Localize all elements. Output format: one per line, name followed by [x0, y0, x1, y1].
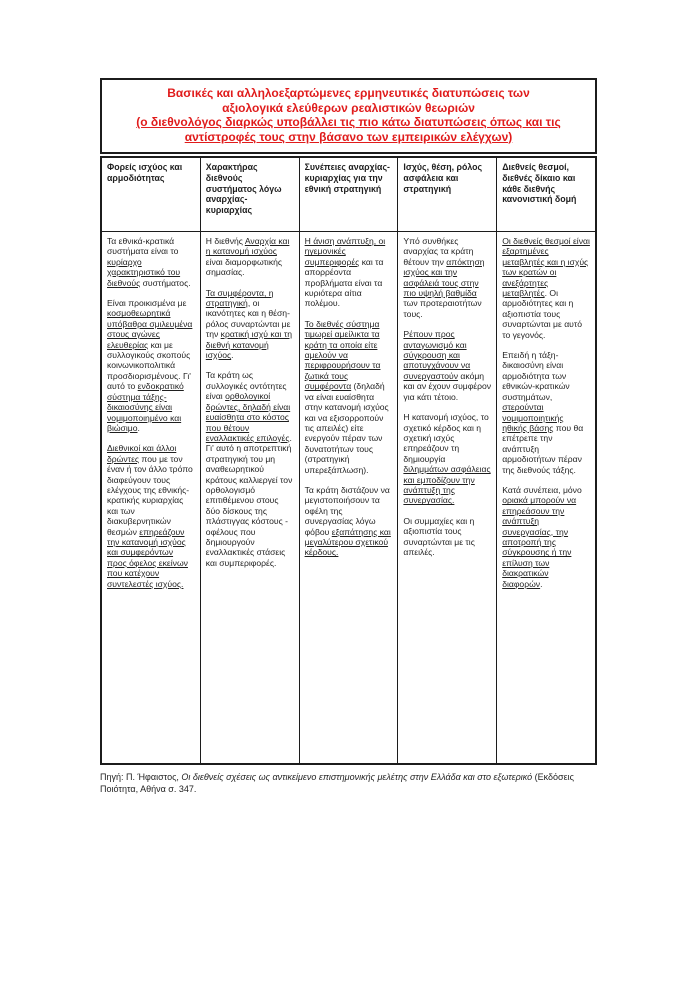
- plain-text: ακόμη και αν έχουν συμφέρον για κάτι τέτοιο.: [403, 370, 492, 402]
- plain-text: και με συλλογικούς σκοπούς κοινωνικοπολιτικά προσδιορισμένους. Γι' αυτό το: [107, 339, 191, 392]
- table-body-cell: [102, 232, 200, 763]
- subtitle-line-2: αντίστροφές τους στην βάσανο των εμπειρικών ελέγχων): [184, 129, 513, 144]
- paragraph: [502, 236, 590, 340]
- plain-text: Οι συμμαχίες και η αξιοπιστία τους συναρτώνται με τις απειλές.: [403, 515, 475, 557]
- underlined-text: Διεθνικοί και άλλοι δρώντες: [107, 443, 177, 464]
- table-body-cell: [299, 232, 398, 763]
- paragraph: [403, 516, 491, 558]
- paragraph: [206, 288, 294, 361]
- table-header-cell: Ισχύς, θέση, ρόλος ασφάλεια και στρατηγική: [397, 158, 496, 232]
- paragraph: [502, 485, 590, 589]
- plain-text: .: [540, 578, 543, 589]
- plain-text: είναι διαμορφωτικής σημασίας.: [205, 256, 283, 278]
- underlined-text: οριακά μπορούν να επηρεάσουν την ανάπτυξη συνεργασίας, την αποτροπή της σύγκρουσης ή την επίλυση των διακρατικών διαφορών: [502, 495, 577, 589]
- title-line-1: Βασικές και αλληλοεξαρτώμενες ερμηνευτικές διατυπώσεις των: [167, 86, 530, 100]
- paragraph: [403, 236, 491, 319]
- paragraph: [502, 350, 590, 475]
- paragraph: [107, 236, 195, 288]
- source-work-title: Οι διεθνείς σχέσεις ως αντικείμενο επιστημονικής μελέτης στην Ελλάδα και στο εξωτερικό: [181, 772, 533, 782]
- underlined-text: επηρεάζουν την κατανομή ισχύος και συμφερόντων προς όφελος εκείνων που κατέχουν συντελεστές ισχύος.: [107, 526, 188, 589]
- underlined-text: στερούνται νομιμοποιητικής ηθικής βάσης: [502, 402, 564, 433]
- plain-text: Τα κράτη διστάζουν να μεγιστοποιήσουν τα οφέλη της συνεργασίας λόγω φόβου: [304, 484, 390, 537]
- underlined-text: Αναρχία και η κατανομή ισχύος: [205, 236, 290, 257]
- plain-text: , οι ικανότητες και η θέση-ρόλος συναρτώνται με την: [205, 298, 291, 340]
- plain-text: Τα εθνικά-κρατικά συστήματα είναι το: [107, 236, 179, 257]
- plain-text: (δηλαδή να είναι ευαίσθητα στην κατανομή ισχύος και να εξισορροπούν τις απειλές) είτε ενεργούν πέραν των δυνατοτήτων τους (στρατηγική υπερεξάπλωση).: [304, 381, 389, 475]
- paragraph: [206, 236, 294, 278]
- underlined-text: κυρίαρχο χαρακτηριστικό του διεθνούς: [107, 256, 181, 288]
- paragraph: [403, 412, 491, 506]
- table-body-cell: [397, 232, 496, 763]
- underlined-text: διλημμάτων ασφάλειας και εμποδίζουν την ανάπτυξη της συνεργασίας.: [403, 464, 491, 506]
- source-citation: [100, 772, 580, 795]
- table-body-cell: [200, 232, 299, 763]
- paragraph: [206, 370, 294, 568]
- subtitle-line-1: (ο διεθνολόγος διαρκώς υποβάλλει τις πιο κάτω διατυπώσεις όπως και τις: [136, 115, 561, 129]
- underlined-text: ορθολογικοί δρώντες, δηλαδή είναι ευαίσθητα στο κόστος που θέτουν εναλλακτικές επιλογές: [205, 391, 291, 443]
- underlined-text: Οι διεθνείς θεσμοί είναι εξαρτημένες μεταβλητές και η ισχύς των κρατών οι ανεξάρτητες μεταβλητές: [502, 236, 590, 299]
- underlined-text: Τα συμφέροντα, η στρατηγική: [205, 287, 274, 309]
- paragraph: [403, 329, 491, 402]
- source-prefix: Πηγή: Π. Ήφαιστος,: [100, 772, 182, 782]
- plain-text: Υπό συνθήκες αναρχίας τα κράτη θέτουν την: [403, 236, 474, 267]
- source-suffix: (Εκδόσεις Ποιότητα, Αθήνα σ. 347.: [100, 772, 574, 794]
- plain-text: που με τον έναν ή τον άλλο τρόπο διαφεύγουν τους ελέγχους της εθνικής-κρατικής κυριαρχίας και των διακυβερνητικών θεσμών: [107, 453, 193, 537]
- table-body-row: [102, 232, 595, 763]
- paragraph: [107, 298, 195, 433]
- table-header-row: [102, 158, 595, 232]
- comparison-table: [100, 156, 597, 765]
- paragraph: [305, 485, 393, 558]
- plain-text: .: [231, 350, 234, 361]
- underlined-text: ενδοκρατικό σύστημα τάξης-δικαιοσύνης είναι νομιμοποιημένο και βιώσιμο: [107, 381, 184, 433]
- underlined-text: κοσμοθεωρητικά υπόβαθρα σμιλευμένα στους αγώνες ελευθερίας: [107, 308, 193, 350]
- plain-text: . Οι αρμοδιότητες και η αξιοπιστία τους συναρτώνται με αυτό το γεγονός.: [502, 288, 583, 340]
- underlined-text: Ρέπουν προς ανταγωνισμό και σύγκρουση και αποτυγχάνουν να συνεργαστούν: [403, 329, 471, 381]
- plain-text: των προτεραιοτήτων τους.: [403, 298, 482, 319]
- table-header-cell: Χαρακτήρας διεθνούς συστήματος λόγω αναρχίας-κυριαρχίας: [200, 158, 299, 232]
- underlined-text: απόκτηση ισχύος και την ασφάλειά τους στην πιο υψηλή βαθμίδα: [403, 256, 485, 299]
- paragraph: [305, 236, 393, 309]
- paragraph: [107, 443, 195, 589]
- paragraph: [305, 319, 393, 475]
- table-body-cell: [496, 232, 595, 763]
- plain-text: Κατά συνέπεια, μόνο: [502, 484, 582, 495]
- plain-text: Η διεθνής: [205, 236, 245, 246]
- plain-text: Η κατανομή ισχύος, το σχετικό κέρδος και η σχετική ισχύς επηρεάζουν τη δημιουργία: [403, 412, 489, 464]
- title-line-2: αξιολογικά ελεύθερων ρεαλιστικών θεωριών: [222, 100, 475, 115]
- plain-text: που θα επέτρεπε την ανάπτυξη αρμοδιοτήτων πέραν της διεθνούς τάξης.: [502, 422, 584, 475]
- plain-text: και τα απορρέοντα προβλήματα είναι τα κυριότερα αίτια πολέμου.: [304, 256, 384, 309]
- plain-text: Τα κράτη ως συλλογικές οντότητες είναι: [205, 370, 287, 402]
- title-box: [100, 78, 597, 154]
- underlined-text: εξαπάτησης και μεγαλύτερου σχετικού κέρδους.: [304, 526, 391, 558]
- plain-text: συστήματος.: [140, 277, 191, 288]
- table-header-cell: Διεθνείς θεσμοί, διεθνές δίκαιο και κάθε διεθνής κανονιστική δομή: [496, 158, 595, 232]
- table-header-cell: Φορείς ισχύος και αρμοδιότητας: [102, 158, 200, 232]
- underlined-text: Η άνιση ανάπτυξη, οι ηγεμονικές συμπεριφορές: [304, 236, 386, 267]
- table-header-cell: Συνέπειες αναρχίας-κυριαρχίας για την εθνική στρατηγική: [299, 158, 398, 232]
- plain-text: Είναι προικισμένα με: [107, 298, 187, 309]
- underlined-text: Το διεθνές σύστημα τιμωρεί αμείλικτα τα κράτη τα οποία είτε αμελούν να περιφρουρήσουν τα ζωτικά τους συμφέροντα: [304, 318, 381, 392]
- plain-text: . Γι' αυτό η αποτρεπτική στρατηγική του μη αναθεωρητικού κράτους καλλιεργεί τον ορθολογισμό επιτιθέμενου στους δύο δίσκους της πλάστιγγας κόστους - οφέλους που δημιουργούν εναλλακτικές στάσεις και συμπεριφορές.: [205, 432, 293, 568]
- underlined-text: κρατική ισχύ και τη διεθνή κατανομή ισχύος: [205, 329, 293, 361]
- plain-text: .: [137, 422, 140, 433]
- plain-text: Επειδή η τάξη-δικαιοσύνη είναι αρμοδιότητα των εθνικών-κρατικών συστημάτων,: [502, 350, 570, 402]
